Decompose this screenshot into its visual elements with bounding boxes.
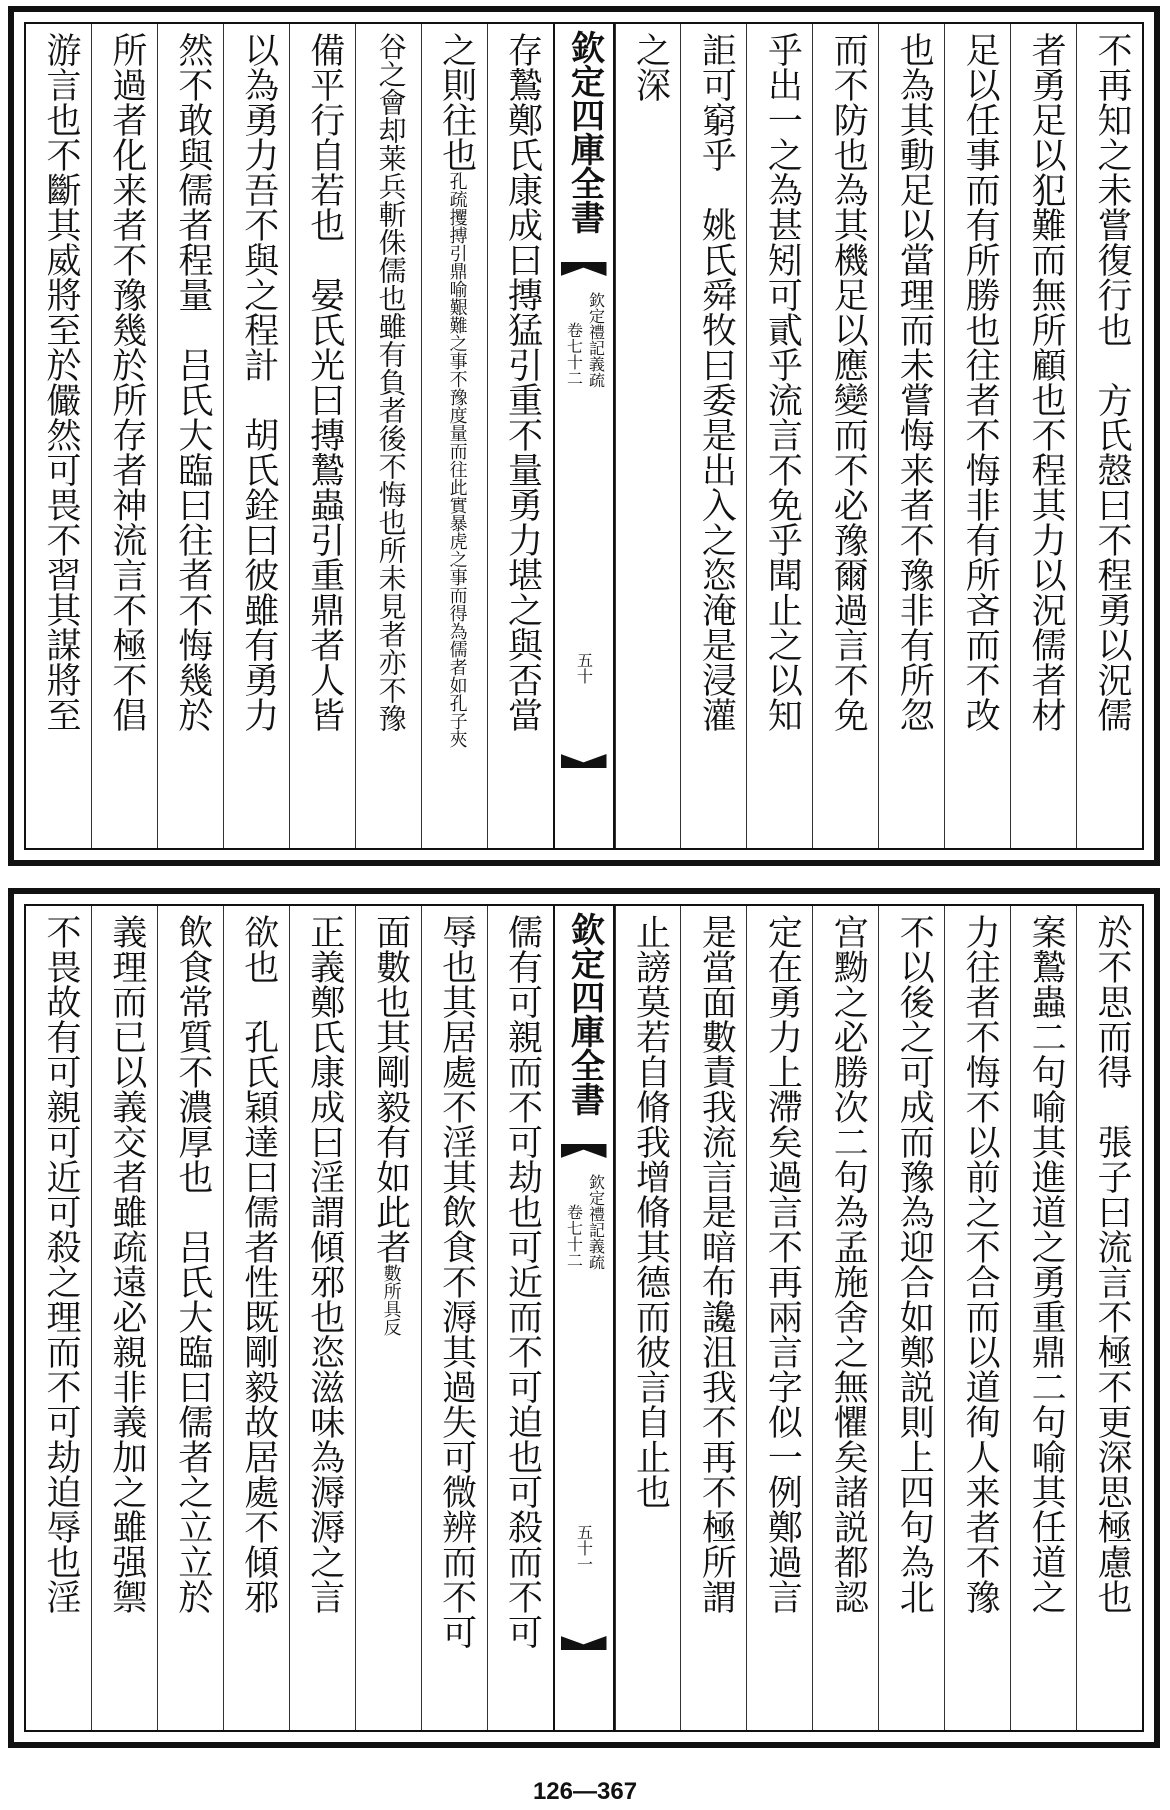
library-title: 欽定四庫全書 <box>564 912 605 1116</box>
page-number: 五十一 <box>574 1524 594 1572</box>
volume-number: 卷七十二 <box>564 1204 584 1268</box>
text-column: 不以後之可成而豫為迎合如鄭説則上四句為北 <box>878 906 944 1730</box>
upper-center-strip <box>553 24 615 848</box>
lower-page-frame <box>24 904 1144 1732</box>
text-column: 宫黝之必勝次二句為孟施舍之無懼矣諸説都認 <box>812 906 878 1730</box>
text-column: 儒有可親而不可劫也可近而不可迫也可殺而不可 <box>487 906 553 1730</box>
text-column <box>355 906 421 1730</box>
text-column: 辱也其居處不淫其飲食不溽其過失可微辨而不可 <box>421 906 487 1730</box>
upper-text-columns <box>26 24 1142 848</box>
text-column: 詎可窮乎 姚氏舜牧曰委是出入之恣淹是浸灌 <box>680 24 746 848</box>
text-column: 力往者不悔不以前之不合而以道徇人来者不豫 <box>944 906 1010 1730</box>
small-annotation: 數所具反 <box>380 1264 402 1336</box>
small-annotation: 孔疏攫搏引鼎喻艱難之事不豫度量而往此實暴虎之事而得為儒者如孔子夾 <box>446 172 468 748</box>
text-column: 乎出一之為甚矧可貳乎流言不免乎聞止之以知 <box>746 24 812 848</box>
text-column: 游言也不斷其威將至於儼然可畏不習其謀將至 <box>40 32 81 732</box>
book-title: 欽定禮記義疏 <box>586 1174 606 1270</box>
library-title: 欽定四庫全書 <box>564 30 605 234</box>
text-segment: 面數也其剛毅有如此者 <box>370 914 411 1264</box>
page-number: 五十 <box>574 652 594 684</box>
text-column <box>421 24 487 848</box>
book-title: 欽定禮記義疏 <box>586 292 606 388</box>
upper-page-frame <box>24 22 1144 850</box>
text-column: 於不思而得 張子曰流言不極不更深思極慮也 <box>1076 906 1142 1730</box>
text-segment: 之則往也 <box>436 32 477 172</box>
lower-page-panel <box>8 888 1160 1748</box>
page-folio-number: 126—367 <box>532 1778 638 1805</box>
text-column: 止謗莫若自脩我增脩其德而彼言自止也 <box>615 906 681 1730</box>
text-column: 飲食常質不濃厚也 吕氏大臨曰儒者之立立於 <box>157 906 223 1730</box>
text-column: 不畏故有可親可近可殺之理而不可劫迫辱也淫 <box>40 914 81 1614</box>
text-column: 正義鄭氏康成曰淫謂傾邪也恣滋味為溽溽之言 <box>289 906 355 1730</box>
text-column: 谷之會却莱兵斬侏儒也雖有負者後不悔也所未見者亦不豫 <box>355 24 421 848</box>
text-column: 所過者化来者不豫幾於所存者神流言不極不倡 <box>91 24 157 848</box>
text-column: 備平行自若也 晏氏光曰摶鷙蟲引重鼎者人皆 <box>289 24 355 848</box>
text-column: 存鷙鄭氏康成曰摶猛引重不量勇力堪之與否當 <box>487 24 553 848</box>
lower-center-strip <box>553 906 615 1730</box>
volume-number: 卷七十二 <box>564 322 584 386</box>
upper-page-panel <box>8 6 1160 866</box>
text-column: 義理而已以義交者雖疏遠必親非義加之雖强禦 <box>91 906 157 1730</box>
text-column: 也為其動足以當理而未嘗悔来者不豫非有所忽 <box>878 24 944 848</box>
text-column: 然不敢與儒者程量 吕氏大臨曰往者不悔幾於 <box>157 24 223 848</box>
text-column: 定在勇力上滯矣過言不再兩言字似一例鄭過言 <box>746 906 812 1730</box>
text-column: 不再知之未嘗復行也 方氏慤曰不程勇以況儒 <box>1076 24 1142 848</box>
text-column: 而不防也為其機足以應變而不必豫爾過言不免 <box>812 24 878 848</box>
text-column: 者勇足以犯難而無所顧也不程其力以況儒者材 <box>1010 24 1076 848</box>
lower-text-columns <box>26 906 1142 1730</box>
text-column: 足以任事而有所勝也往者不悔非有所吝而不改 <box>944 24 1010 848</box>
text-column: 是當面數責我流言是暗布讒沮我不再不極所謂 <box>680 906 746 1730</box>
text-column: 以為勇力吾不與之程計 胡氏銓曰彼雖有勇力 <box>223 24 289 848</box>
text-column: 欲也 孔氏穎達曰儒者性既剛毅故居處不傾邪 <box>223 906 289 1730</box>
text-column: 之深 <box>615 24 681 848</box>
text-column: 案鷙蟲二句喻其進道之勇重鼎二句喻其任道之 <box>1010 906 1076 1730</box>
